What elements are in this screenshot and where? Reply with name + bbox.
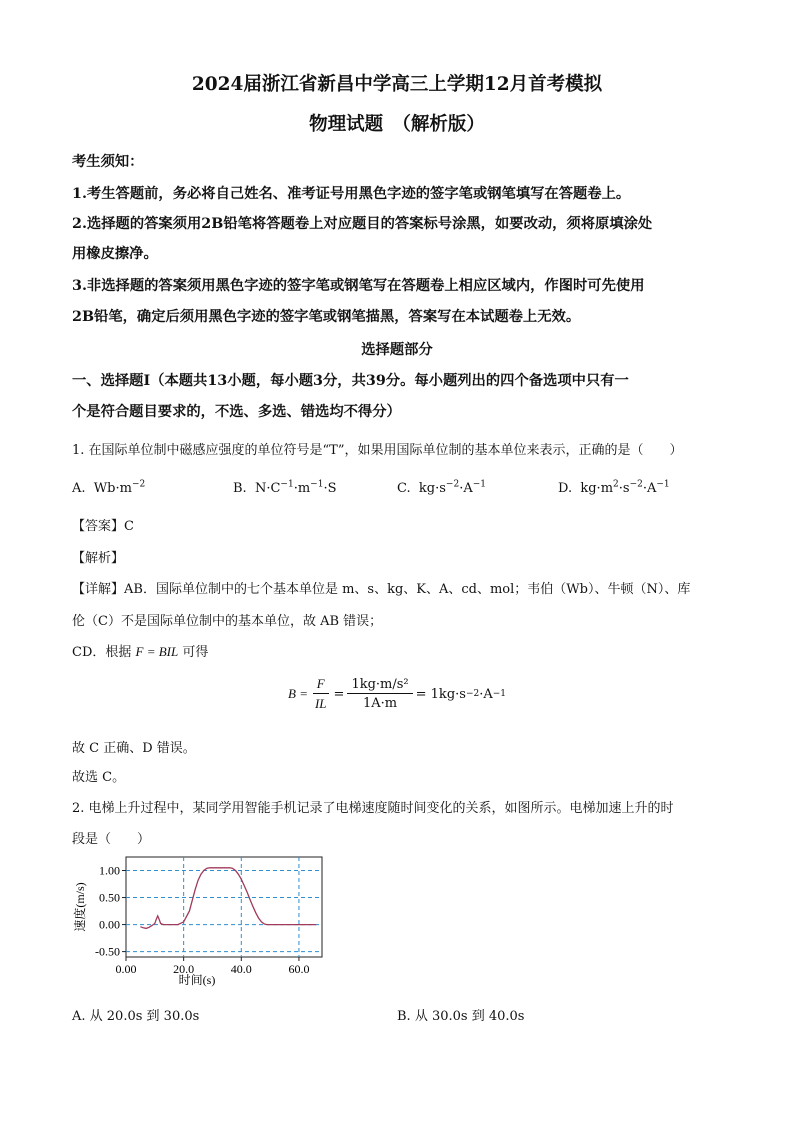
x-tick-label: 20.0 bbox=[173, 962, 195, 976]
paper-subtitle: 物理试题 （解析版） bbox=[309, 114, 485, 135]
eq-rhs: = 1kg·s bbox=[415, 686, 466, 702]
q1-analysis-tag: 【解析】 bbox=[72, 551, 125, 566]
q1-answer: 【答案】C bbox=[72, 519, 134, 534]
q1-option-b-exp: −1 bbox=[310, 479, 324, 490]
q1-detail-line: 伦（C）不是国际单位制中的基本单位，故 AB 错误； bbox=[72, 614, 383, 629]
chart-ticks bbox=[95, 864, 309, 976]
eq-fraction-1-num: F bbox=[313, 676, 329, 694]
q1-option-d[interactable] bbox=[558, 481, 670, 496]
q1-option-b-text: ·m bbox=[293, 481, 311, 496]
y-tick-label: -0.50 bbox=[95, 944, 120, 959]
paper-title: 2024届浙江省新昌中学高三上学期12月首考模拟 bbox=[191, 74, 603, 95]
y-tick-label: 0.00 bbox=[99, 917, 120, 932]
q1-option-c-text: ·A bbox=[459, 481, 473, 496]
q1-option-a-label: A. bbox=[72, 481, 86, 496]
q1-option-d-text: ·A bbox=[642, 481, 657, 496]
q1-option-b-label: B. bbox=[233, 481, 247, 496]
q1-option-b-text: N·C bbox=[254, 481, 281, 496]
q2-option-b[interactable]: B. 从 30.0s 到 40.0s bbox=[397, 1009, 525, 1024]
q1-option-d-exp: −2 bbox=[629, 479, 643, 490]
q1-equation: B = $\frac{F}{IL}$ = $\frac{\text{1kg·m/s²}}{1A\cdot m}$ = 1kg·s −2 ·A −1 bbox=[288, 676, 507, 711]
part1-instructions-cont: 个是符合题目要求的，不选、多选、错选均不得分） bbox=[72, 404, 401, 420]
y-tick-label: 1.00 bbox=[99, 863, 120, 878]
q1-option-a[interactable] bbox=[72, 481, 145, 496]
eq-fraction-1 bbox=[311, 676, 331, 712]
eq-equals: = bbox=[333, 686, 345, 702]
eq-fraction-2-den: 1A·m bbox=[362, 696, 398, 711]
x-tick-label: 0.00 bbox=[115, 962, 137, 976]
q2-stem: 2. 电梯上升过程中，某同学用智能手机记录了电梯速度随时间变化的关系，如图所示。电梯加速上升的时 bbox=[72, 801, 674, 816]
plot-frame bbox=[126, 857, 322, 957]
q1-stem: 1. 在国际单位制中磁感应强度的单位符号是“T”，如果用国际单位制的基本单位来表示，正确的是（ ） bbox=[72, 443, 683, 458]
y-tick-label: 0.50 bbox=[99, 890, 120, 905]
q2-stem-cont: 段是（ ） bbox=[72, 832, 151, 847]
section-title: 选择题部分 bbox=[361, 342, 433, 358]
velocity-series-line bbox=[140, 868, 316, 929]
q1-conclusion: 故 C 正确、D 错误。 bbox=[72, 741, 196, 756]
eq-fraction-2-num: 1kg·m/s² bbox=[347, 677, 412, 694]
q1-cd-prefix: CD．根据 bbox=[72, 645, 132, 660]
q1-option-d-text: kg·m bbox=[580, 481, 614, 496]
notice-item-2-cont: 用橡皮擦净。 bbox=[72, 246, 158, 262]
notice-heading: 考生须知： bbox=[72, 154, 144, 170]
x-tick-label: 60.0 bbox=[288, 962, 310, 976]
x-tick-label: 40.0 bbox=[230, 962, 252, 976]
q1-option-a-exp: −2 bbox=[131, 479, 146, 490]
eq-lhs: B = bbox=[288, 686, 308, 701]
notice-item-1: 1.考生答题前，务必将自己姓名、准考证号用黑色字迹的签字笔或钢笔填写在答题卷上。 bbox=[72, 186, 631, 202]
q2-option-a[interactable]: A. 从 20.0s 到 30.0s bbox=[72, 1009, 200, 1024]
q1-cd-suffix: 可得 bbox=[182, 645, 209, 660]
x-axis-label: 时间(s) bbox=[178, 973, 216, 987]
eq-fraction-1-den: IL bbox=[314, 696, 327, 711]
q1-option-b-text: ·S bbox=[323, 481, 337, 496]
q1-cd-formula: F = BIL bbox=[135, 644, 179, 659]
q1-option-c-label: C. bbox=[397, 481, 411, 496]
q1-option-c[interactable] bbox=[397, 481, 486, 496]
notice-item-2: 2.选择题的答案须用2B铅笔将答题卷上对应题目的答案标号涂黑，如要改动，须将原填涂处 bbox=[72, 216, 653, 232]
velocity-time-chart bbox=[70, 852, 330, 992]
q1-option-d-exp: 2 bbox=[613, 479, 619, 490]
q1-option-d-text: ·s bbox=[618, 481, 630, 496]
q1-option-c-exp: −2 bbox=[445, 479, 460, 490]
q1-cd-line bbox=[72, 641, 208, 660]
notice-item-3: 3.非选择题的答案须用黑色字迹的签字笔或钢笔写在答题卷上相应区域内，作图时可先使用 bbox=[72, 278, 645, 294]
q1-option-a-text: Wb·m bbox=[93, 481, 132, 496]
q1-option-c-text: kg·s bbox=[418, 481, 446, 496]
q1-conclusion: 故选 C。 bbox=[72, 770, 126, 785]
eq-fraction-2 bbox=[347, 677, 412, 711]
notice-item-3-cont: 2B铅笔，确定后须用黑色字迹的签字笔或钢笔描黑，答案写在本试题卷上无效。 bbox=[72, 309, 581, 325]
part1-instructions: 一、选择题Ⅰ（本题共13小题，每小题3分，共39分。每小题列出的四个备选项中只有一 bbox=[72, 373, 629, 389]
chart-grid bbox=[126, 857, 322, 957]
y-axis-label: 速度(m/s) bbox=[73, 882, 87, 932]
q1-option-c-exp: −1 bbox=[472, 479, 486, 490]
q1-option-d-label: D. bbox=[558, 481, 573, 496]
eq-rhs: ·A bbox=[479, 686, 493, 702]
q1-detail-line: 【详解】AB．国际单位制中的七个基本单位是 m、s、kg、K、A、cd、mol；韦伯（Wb）、牛顿（N）、库 bbox=[72, 582, 691, 597]
q1-option-b[interactable] bbox=[233, 481, 337, 496]
q1-option-b-exp: −1 bbox=[280, 479, 294, 490]
q1-option-d-exp: −1 bbox=[656, 479, 670, 490]
